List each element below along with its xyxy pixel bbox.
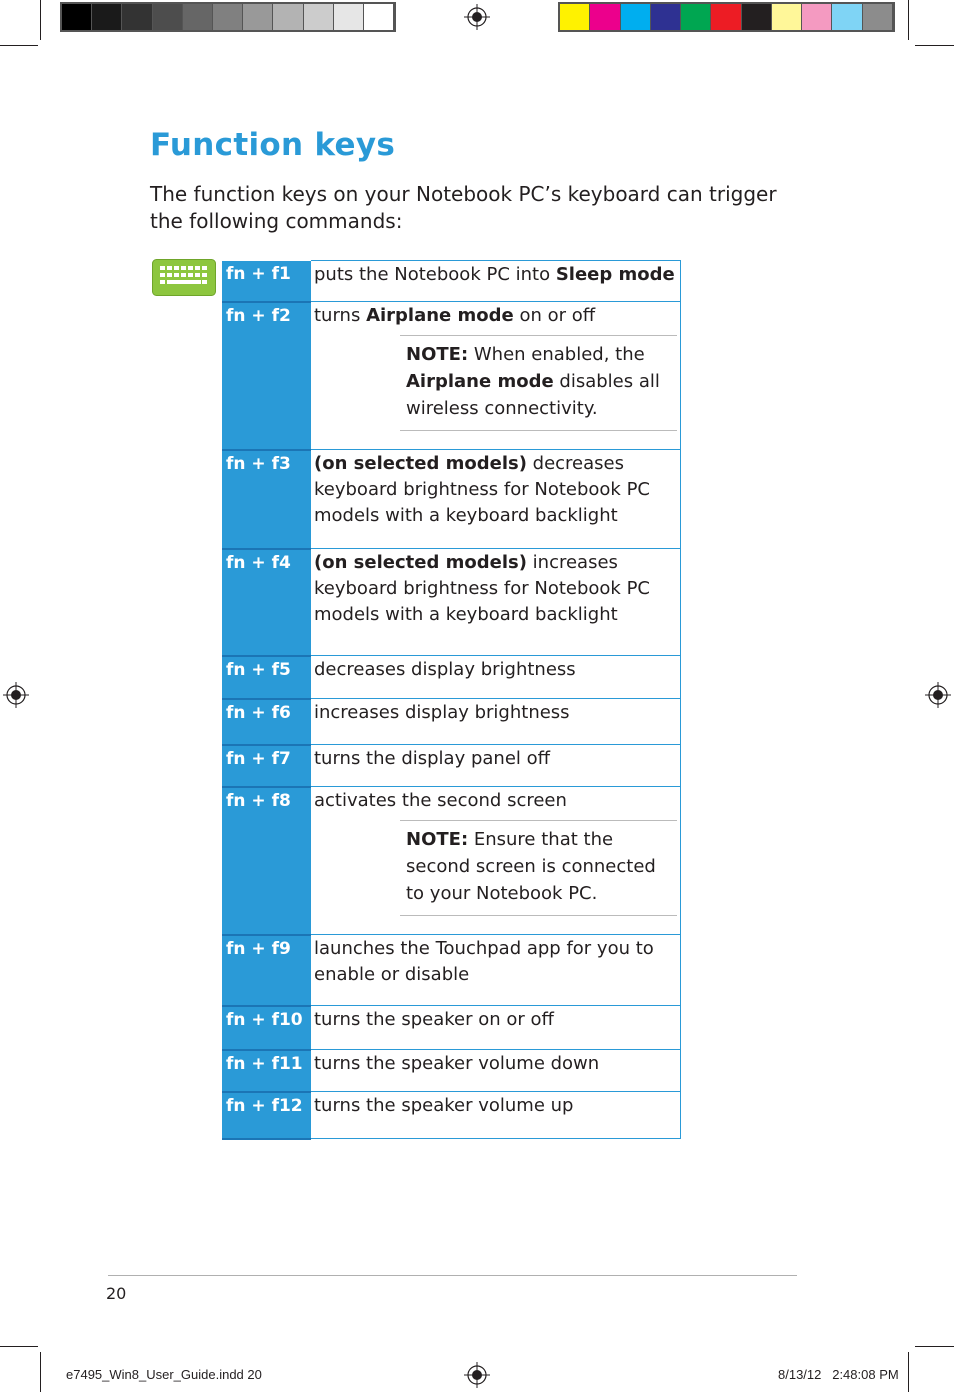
crop-mark — [915, 1346, 954, 1347]
function-key-label: fn + f3 — [222, 450, 311, 549]
bold-text: NOTE: — [406, 344, 469, 365]
function-key-label: fn + f5 — [222, 656, 311, 699]
note-box — [400, 820, 677, 916]
description-text — [314, 1051, 680, 1077]
color-swatch — [122, 4, 152, 30]
crop-mark — [0, 1346, 38, 1347]
function-key-label: fn + f11 — [222, 1050, 311, 1092]
table-row — [222, 1050, 681, 1092]
function-key-label: fn + f4 — [222, 549, 311, 656]
text-segment: When enabled, the — [468, 344, 645, 365]
color-swatch — [334, 4, 364, 30]
function-description — [311, 656, 681, 699]
footer-rule — [108, 1275, 797, 1276]
bold-text: NOTE: — [406, 829, 469, 850]
table-row — [222, 935, 681, 1006]
table-row — [222, 1092, 681, 1139]
bold-text: (on selected models) — [314, 453, 527, 474]
table-row — [222, 656, 681, 699]
color-swatch — [560, 4, 590, 30]
function-description — [311, 302, 681, 450]
registration-mark-icon — [925, 682, 951, 708]
text-segment: increases keyboard brightness for Notebook PC models with a keyboard backlight — [314, 552, 650, 625]
registration-mark-icon — [464, 4, 490, 30]
table-row — [222, 450, 681, 549]
text-segment: turns — [314, 305, 367, 326]
text-segment: activates the second screen — [314, 790, 567, 811]
color-swatch — [711, 4, 741, 30]
function-key-label: fn + f12 — [222, 1092, 311, 1139]
text-segment: turns the display panel off — [314, 748, 551, 769]
function-description — [311, 1050, 681, 1092]
text-segment: turns the speaker on or off — [314, 1009, 554, 1030]
description-text — [314, 936, 680, 988]
page-number: 20 — [106, 1284, 127, 1303]
description-text — [314, 262, 680, 288]
function-key-label: fn + f8 — [222, 787, 311, 935]
text-segment: launches the Touchpad app for you to enable or disable — [314, 938, 654, 985]
description-text — [314, 550, 680, 628]
description-text — [314, 746, 680, 772]
crop-mark — [908, 0, 909, 40]
table-row — [222, 302, 681, 450]
text-segment: decreases keyboard brightness for Notebook PC models with a keyboard backlight — [314, 453, 650, 526]
text-segment: on or off — [513, 305, 596, 326]
function-key-label: fn + f2 — [222, 302, 311, 450]
crop-mark — [40, 1352, 41, 1392]
color-swatch — [62, 4, 92, 30]
crop-mark — [908, 1352, 909, 1392]
color-swatch — [364, 4, 394, 30]
color-swatch — [742, 4, 772, 30]
text-segment: turns the speaker volume down — [314, 1053, 600, 1074]
table-row — [222, 745, 681, 787]
color-swatch — [863, 4, 893, 30]
color-calibration-bar — [558, 2, 895, 32]
function-description — [311, 699, 681, 745]
description-text — [314, 1093, 680, 1119]
bold-text: (on selected models) — [314, 552, 527, 573]
color-swatch — [651, 4, 681, 30]
description-text — [314, 1007, 680, 1033]
function-description — [311, 549, 681, 656]
function-description — [311, 261, 681, 302]
text-segment: turns the speaker volume up — [314, 1095, 574, 1116]
color-swatch — [243, 4, 273, 30]
note-box — [400, 335, 677, 431]
function-key-label: fn + f7 — [222, 745, 311, 787]
file-slug: e7495_Win8_User_Guide.indd 20 — [66, 1367, 262, 1382]
function-description — [311, 450, 681, 549]
text-segment: puts the Notebook PC into — [314, 264, 556, 285]
table-row — [222, 787, 681, 935]
color-swatch — [213, 4, 243, 30]
description-text — [314, 700, 680, 726]
color-swatch — [681, 4, 711, 30]
text-segment: increases display brightness — [314, 702, 570, 723]
function-key-label: fn + f1 — [222, 261, 311, 302]
crop-mark — [40, 0, 41, 40]
color-swatch — [832, 4, 862, 30]
bold-text: Sleep mode — [555, 264, 675, 285]
function-key-label: fn + f10 — [222, 1006, 311, 1050]
color-swatch — [273, 4, 303, 30]
registration-mark-icon — [3, 682, 29, 708]
color-swatch — [92, 4, 122, 30]
description-text — [314, 788, 680, 814]
function-key-label: fn + f6 — [222, 699, 311, 745]
text-segment: disables all wireless connectivity. — [406, 371, 660, 419]
table-row — [222, 261, 681, 302]
function-description — [311, 1092, 681, 1139]
function-description — [311, 787, 681, 935]
color-swatch — [183, 4, 213, 30]
color-swatch — [621, 4, 651, 30]
crop-mark — [0, 45, 38, 46]
description-text — [314, 657, 680, 683]
function-key-label: fn + f9 — [222, 935, 311, 1006]
text-segment: Ensure that the second screen is connected to your Notebook PC. — [406, 829, 656, 904]
color-swatch — [153, 4, 183, 30]
date-slug: 8/13/12 2:48:08 PM — [778, 1367, 899, 1382]
function-keys-table — [222, 260, 681, 1140]
text-segment: decreases display brightness — [314, 659, 576, 680]
intro-paragraph: The function keys on your Notebook PC’s keyboard can trigger the following commands: — [150, 182, 777, 233]
function-description — [311, 745, 681, 787]
crop-mark — [915, 45, 954, 46]
description-text — [314, 451, 680, 529]
table-row — [222, 549, 681, 656]
color-swatch — [590, 4, 620, 30]
color-swatch — [802, 4, 832, 30]
function-description — [311, 1006, 681, 1050]
gray-calibration-bar — [60, 2, 396, 32]
table-row — [222, 1006, 681, 1050]
function-description — [311, 935, 681, 1006]
color-swatch — [304, 4, 334, 30]
table-row — [222, 699, 681, 745]
keyboard-icon — [152, 259, 216, 296]
bold-text: Airplane mode — [366, 305, 514, 326]
page-title: Function keys — [150, 127, 396, 163]
bold-text: Airplane mode — [406, 371, 554, 392]
description-text — [314, 303, 680, 329]
color-swatch — [772, 4, 802, 30]
registration-mark-icon — [464, 1362, 490, 1388]
